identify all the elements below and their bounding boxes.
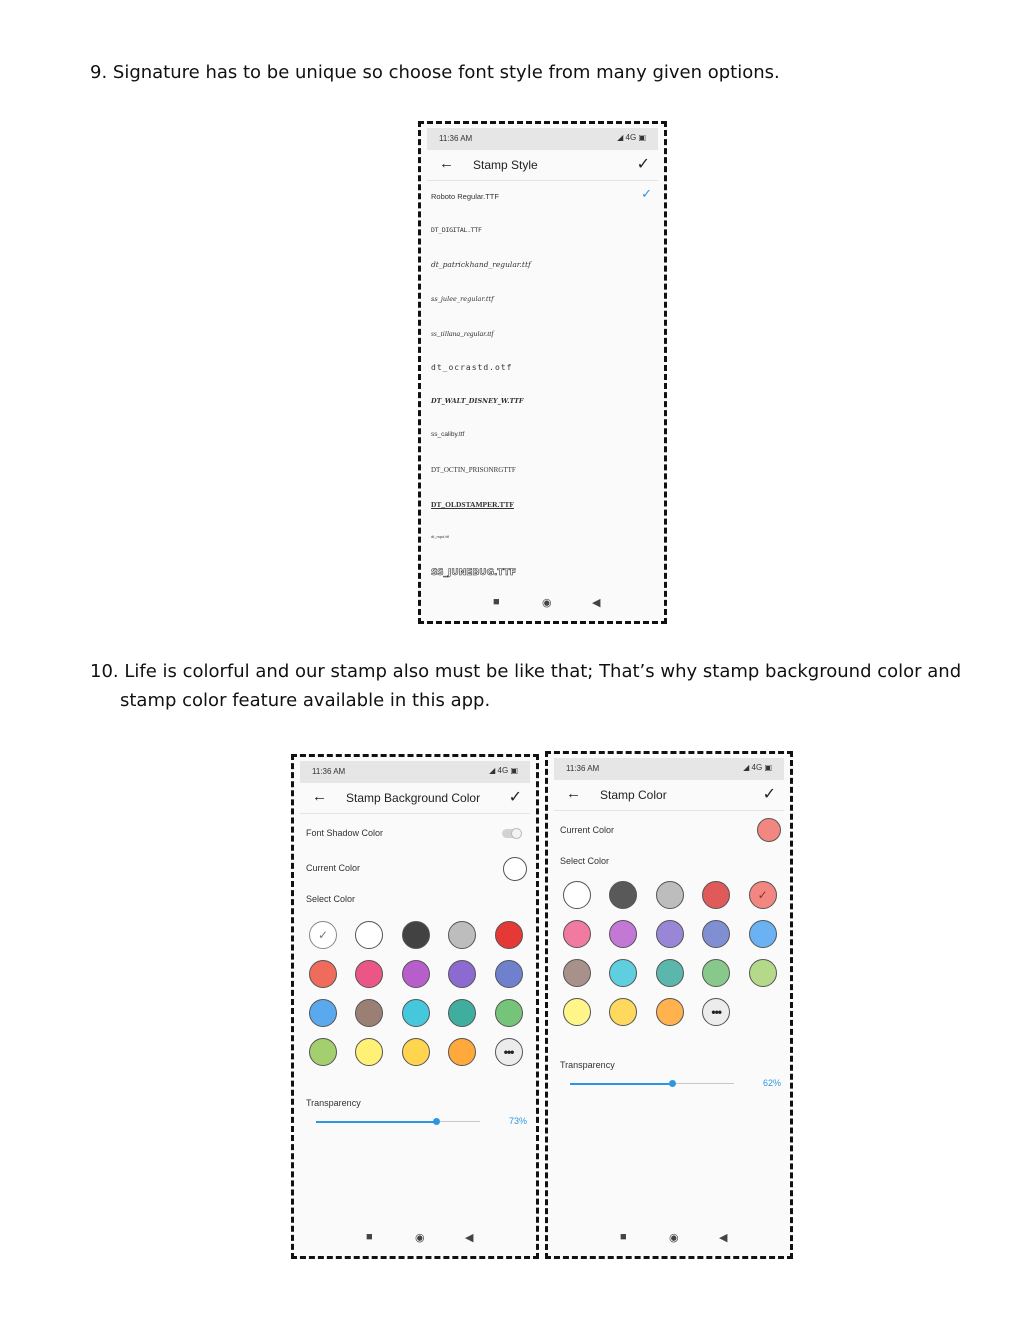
color-swatch[interactable] bbox=[609, 959, 637, 987]
paragraph-10-line-2: stamp color feature available in this app. bbox=[120, 690, 491, 711]
more-colors-icon[interactable]: ••• bbox=[495, 1038, 523, 1066]
app-bar bbox=[427, 150, 658, 181]
status-time: 11:36 AM bbox=[439, 134, 473, 143]
current-color-label: Current Color bbox=[306, 863, 361, 873]
transparency-value: 62% bbox=[763, 1078, 782, 1088]
color-swatch[interactable] bbox=[355, 1038, 383, 1066]
color-swatch[interactable] bbox=[563, 881, 591, 909]
color-swatch[interactable] bbox=[355, 960, 383, 988]
color-swatch[interactable] bbox=[495, 999, 523, 1027]
confirm-check-icon[interactable]: ✓ bbox=[762, 786, 776, 803]
transparency-slider-fill bbox=[570, 1083, 672, 1085]
triangle-back-icon[interactable]: ◀ bbox=[465, 1232, 474, 1244]
color-swatch[interactable] bbox=[656, 920, 684, 948]
triangle-back-icon[interactable]: ◀ bbox=[592, 597, 601, 609]
current-color-swatch[interactable] bbox=[757, 818, 781, 842]
more-colors-icon[interactable]: ••• bbox=[702, 998, 730, 1026]
color-swatch[interactable] bbox=[448, 999, 476, 1027]
square-icon[interactable]: ■ bbox=[620, 1231, 627, 1243]
circle-icon[interactable]: ◉ bbox=[542, 597, 552, 609]
color-swatch[interactable] bbox=[309, 960, 337, 988]
color-swatch[interactable] bbox=[495, 921, 523, 949]
color-swatch[interactable] bbox=[656, 881, 684, 909]
android-nav-bar bbox=[427, 589, 658, 617]
screen-title: Stamp Style bbox=[473, 158, 538, 172]
font-option[interactable]: ss_caliby.ttf bbox=[431, 431, 465, 439]
square-icon[interactable]: ■ bbox=[366, 1231, 373, 1243]
android-nav-bar bbox=[554, 1224, 784, 1252]
transparency-label: Transparency bbox=[306, 1098, 361, 1108]
transparency-value: 73% bbox=[509, 1116, 528, 1126]
font-option[interactable]: ss_julee_regular.ttf bbox=[431, 294, 494, 303]
status-bar bbox=[300, 761, 530, 783]
network-label: 4G bbox=[625, 133, 637, 142]
transparency-slider[interactable] bbox=[570, 1083, 734, 1084]
current-color-label: Current Color bbox=[560, 825, 615, 835]
transparency-slider-thumb[interactable] bbox=[433, 1118, 440, 1125]
paragraph-9: 9. Signature has to be unique so choose font style from many given options. bbox=[90, 62, 780, 83]
select-color-label: Select Color bbox=[306, 894, 356, 904]
color-swatch[interactable] bbox=[702, 881, 730, 909]
color-swatch[interactable] bbox=[448, 960, 476, 988]
signal-icon: ◢ 4G ▣ bbox=[617, 133, 646, 142]
font-option[interactable]: DT_OCTIN_PRISONRGTTF bbox=[431, 465, 516, 474]
color-swatch[interactable] bbox=[749, 959, 777, 987]
color-swatch[interactable] bbox=[563, 998, 591, 1026]
back-arrow-icon[interactable]: ← bbox=[312, 788, 327, 805]
color-swatch[interactable] bbox=[402, 960, 430, 988]
font-option[interactable]: DT_WALT_DISNEY_W.TTF bbox=[431, 397, 524, 406]
color-swatch[interactable] bbox=[702, 920, 730, 948]
current-color-swatch[interactable] bbox=[503, 857, 527, 881]
stamp-style-screenshot bbox=[418, 121, 667, 624]
color-swatch[interactable] bbox=[448, 921, 476, 949]
status-bar bbox=[554, 758, 784, 780]
color-swatch[interactable] bbox=[656, 998, 684, 1026]
color-swatch[interactable] bbox=[563, 920, 591, 948]
color-swatch[interactable] bbox=[402, 921, 430, 949]
color-swatch[interactable] bbox=[309, 999, 337, 1027]
color-swatch[interactable] bbox=[355, 921, 383, 949]
color-swatch[interactable] bbox=[495, 960, 523, 988]
color-swatch[interactable] bbox=[402, 1038, 430, 1066]
font-option[interactable]: dt_patrickhand_regular.ttf bbox=[431, 260, 531, 270]
selected-check-icon: ✓ bbox=[641, 186, 652, 201]
color-swatch[interactable] bbox=[309, 1038, 337, 1066]
paragraph-10-line-1: 10. Life is colorful and our stamp also must be like that; That’s why stamp background color and bbox=[90, 661, 962, 682]
app-bar bbox=[300, 783, 530, 814]
signal-icon: ◢ 4G ▣ bbox=[489, 766, 518, 775]
stamp-background-color-screenshot bbox=[291, 754, 539, 1259]
font-option[interactable]: DT_OLDSTAMPER.TTF bbox=[431, 499, 514, 509]
color-swatch[interactable] bbox=[702, 959, 730, 987]
select-color-label: Select Color bbox=[560, 856, 610, 866]
circle-icon[interactable]: ◉ bbox=[669, 1232, 679, 1244]
back-arrow-icon[interactable]: ← bbox=[439, 155, 454, 172]
network-label: 4G bbox=[751, 763, 763, 772]
font-shadow-toggle[interactable] bbox=[502, 829, 522, 838]
confirm-check-icon[interactable]: ✓ bbox=[508, 789, 522, 806]
app-bar bbox=[554, 780, 784, 811]
status-time: 11:36 AM bbox=[566, 764, 600, 773]
color-swatch[interactable] bbox=[609, 881, 637, 909]
status-time: 11:36 AM bbox=[312, 767, 346, 776]
color-swatch[interactable] bbox=[448, 1038, 476, 1066]
font-option[interactable]: ss_tillana_regular.ttf bbox=[431, 328, 494, 338]
circle-icon[interactable]: ◉ bbox=[415, 1232, 425, 1244]
back-arrow-icon[interactable]: ← bbox=[566, 785, 581, 802]
signal-icon: ◢ 4G ▣ bbox=[743, 763, 772, 772]
color-swatch[interactable] bbox=[355, 999, 383, 1027]
font-option[interactable]: SS_JUNEBUG.TTF bbox=[431, 568, 517, 579]
font-option[interactable]: dt_mpd.ttf bbox=[431, 534, 449, 539]
color-swatch[interactable] bbox=[402, 999, 430, 1027]
confirm-check-icon[interactable]: ✓ bbox=[636, 156, 650, 173]
status-bar bbox=[427, 128, 658, 150]
network-label: 4G bbox=[497, 766, 509, 775]
transparency-slider-fill bbox=[316, 1121, 436, 1123]
transparency-label: Transparency bbox=[560, 1060, 615, 1070]
screen-title: Stamp Color bbox=[600, 788, 667, 802]
font-option[interactable]: Roboto Regular.TTF bbox=[431, 192, 499, 201]
color-swatch[interactable] bbox=[609, 998, 637, 1026]
android-nav-bar bbox=[300, 1224, 530, 1252]
font-shadow-label: Font Shadow Color bbox=[306, 828, 384, 838]
color-swatch[interactable]: ✓ bbox=[749, 881, 777, 909]
color-swatch[interactable] bbox=[749, 920, 777, 948]
transparency-slider[interactable] bbox=[316, 1121, 480, 1122]
no-color-swatch[interactable]: ✓ bbox=[309, 921, 337, 949]
color-swatch[interactable] bbox=[656, 959, 684, 987]
screen-title: Stamp Background Color bbox=[346, 791, 481, 805]
color-swatch[interactable] bbox=[563, 959, 591, 987]
stamp-color-screenshot bbox=[545, 751, 793, 1259]
triangle-back-icon[interactable]: ◀ bbox=[719, 1232, 728, 1244]
transparency-slider-thumb[interactable] bbox=[669, 1080, 676, 1087]
square-icon[interactable]: ■ bbox=[493, 596, 500, 608]
color-swatch[interactable] bbox=[609, 920, 637, 948]
font-option[interactable]: DT_DIGITAL.TTF bbox=[431, 226, 482, 235]
font-option[interactable]: dt_ocrastd.otf bbox=[431, 363, 513, 372]
